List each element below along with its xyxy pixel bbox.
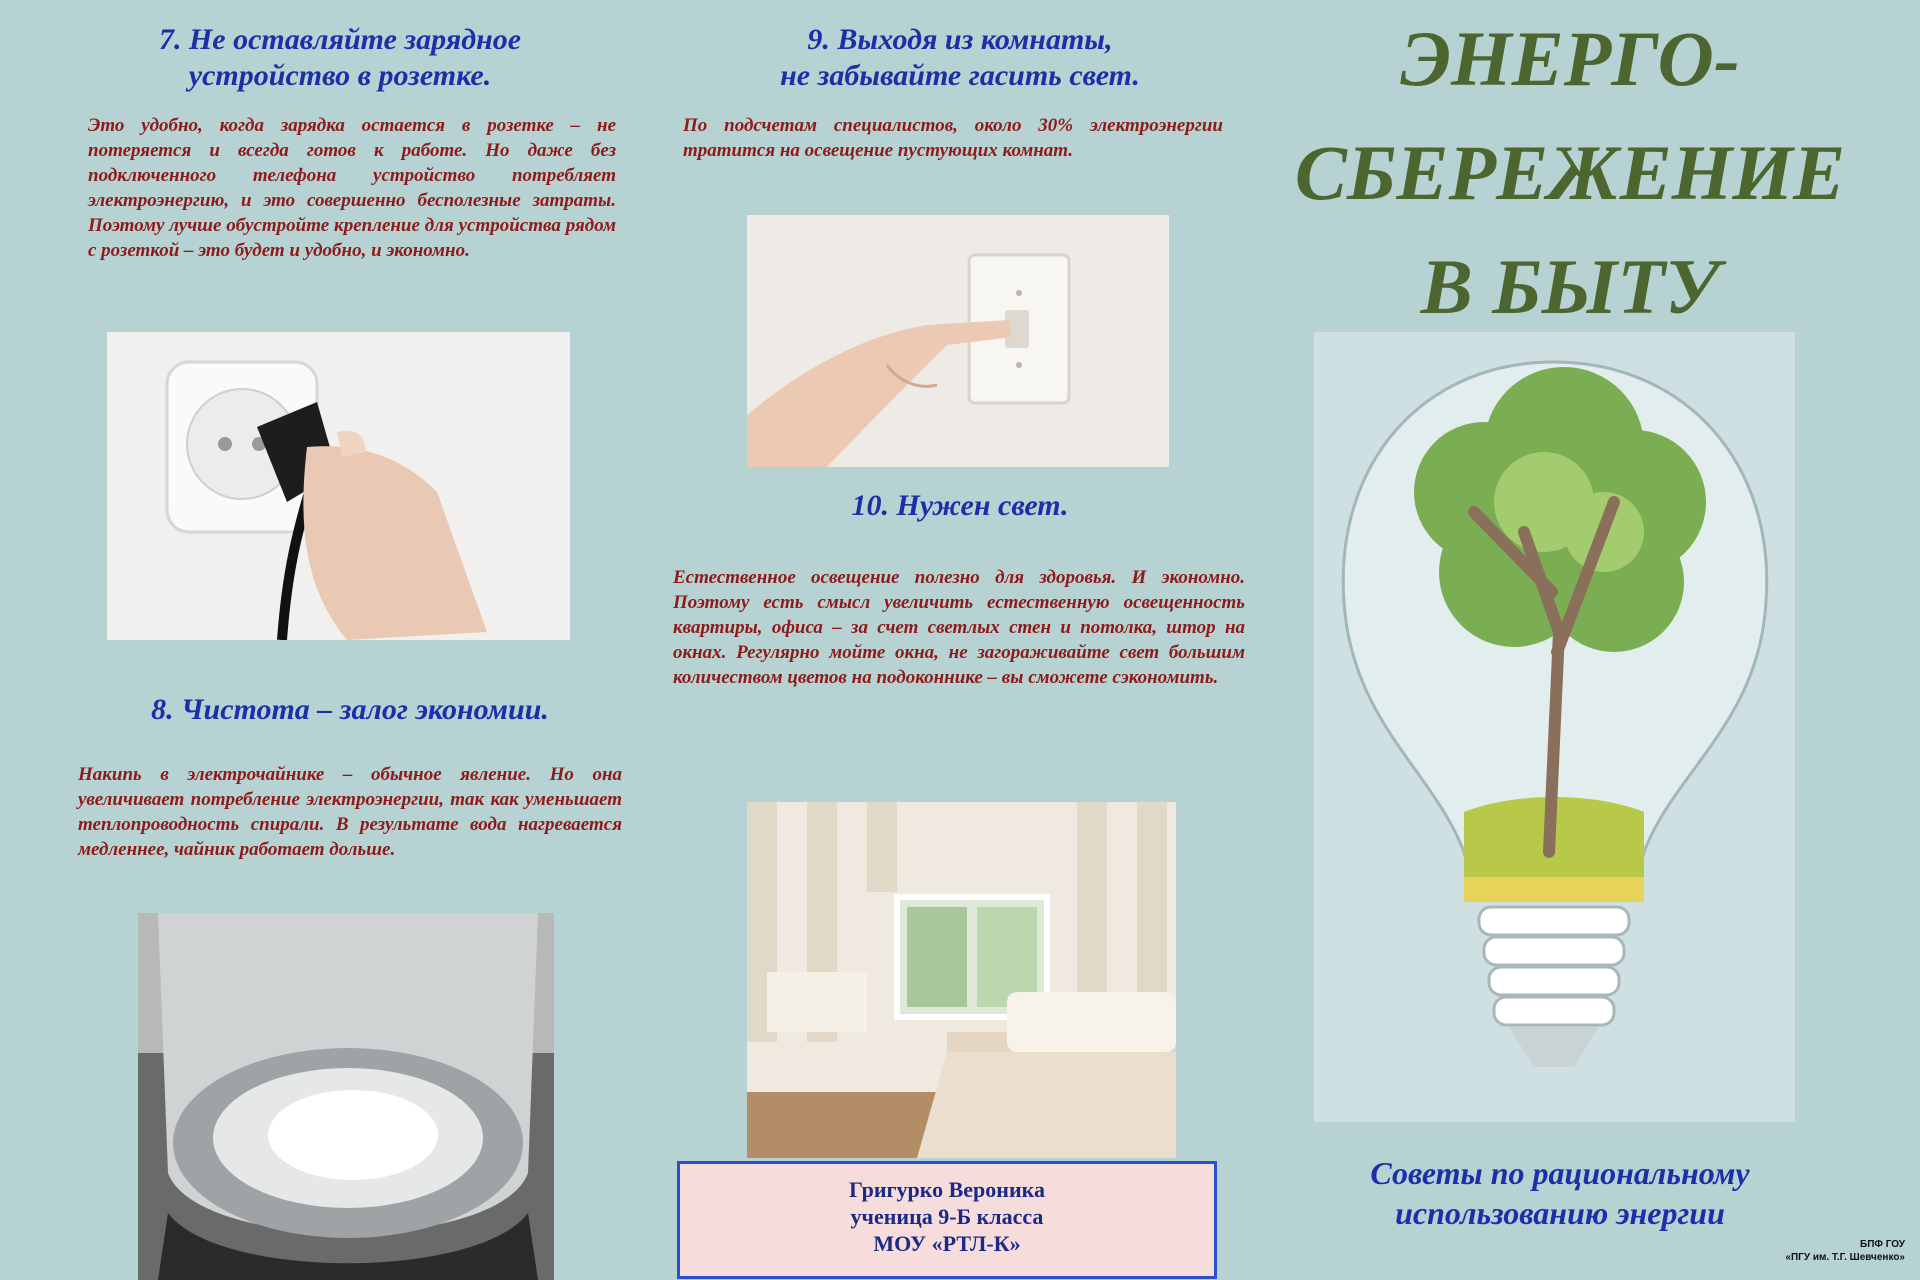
subtitle-line2: использованию энергии (1395, 1195, 1725, 1231)
tip10-heading: 10. Нужен свет. (851, 489, 1069, 522)
tip9-heading-line1: 9. Выходя из комнаты, (807, 23, 1113, 56)
main-title-line1: ЭНЕРГО- (1400, 15, 1740, 102)
main-title (1270, 2, 1870, 344)
subtitle-line1: Советы по рациональному (1370, 1155, 1750, 1191)
tip9-heading-line2: не забывайте гасить свет. (780, 59, 1140, 92)
tip8-body: Накипь в электрочайнике – обычное явление. Но она увеличивает потребление электроэнергии, так как уменьшает теплопроводность спирали. В результате вода нагревается медленнее, чайник работает дольше. (78, 764, 622, 860)
tip10-body: Естественное освещение полезно для здоровья. И экономно. Поэтому есть смысл увеличить естественную освещенность квартиры, офиса – за счет светлых стен и потолка, штор на окнах. Регулярно мойте окна, не загораживайте свет большим количеством цветов на подоконнике – вы сможете сэкономить. (673, 567, 1245, 688)
credit-line1: БПФ ГОУ (1860, 1239, 1905, 1250)
kettle-limescale-photo (138, 913, 554, 1280)
tip9-heading (680, 22, 1240, 94)
tip8-heading: 8. Чистота – залог экономии. (151, 693, 549, 726)
credit-line2: «ПГУ им. Т.Г. Шевченко» (1785, 1252, 1905, 1263)
author-box (677, 1161, 1217, 1279)
subtitle (1300, 1153, 1820, 1233)
tip7-heading-line1: 7. Не оставляйте зарядное (158, 23, 522, 56)
author-school: МОУ «РТЛ-К» (873, 1231, 1021, 1256)
bedroom-photo (747, 802, 1176, 1158)
tip9-body: По подсчетам специалистов, около 30% электроэнергии тратится на освещение пустующих комнат. (683, 115, 1223, 161)
author-name: Григурко Вероника (848, 1177, 1045, 1202)
author-grade: ученица 9-Б класса (850, 1204, 1044, 1229)
lightbulb-tree-illustration (1314, 332, 1795, 1122)
footer-credit (1700, 1238, 1905, 1264)
tip7-heading (80, 22, 600, 94)
socket-plug-photo (107, 332, 570, 640)
tip7-heading-line2: устройство в розетке. (188, 59, 492, 92)
tip7-body: Это удобно, когда зарядка остается в розетке – не потеряется и всегда готов к работе. Но даже без подключенного телефона устройство потребляет электроэнергию, и это совершенно бесполезные затраты. Поэтому лучше обустройте крепление для устройства рядом с розеткой – это будет и удобно, и экономно. (88, 115, 616, 261)
main-title-line2: СБЕРЕЖЕНИЕ (1294, 129, 1846, 216)
main-title-line3: В БЫТУ (1420, 243, 1720, 330)
light-switch-photo (747, 215, 1169, 467)
